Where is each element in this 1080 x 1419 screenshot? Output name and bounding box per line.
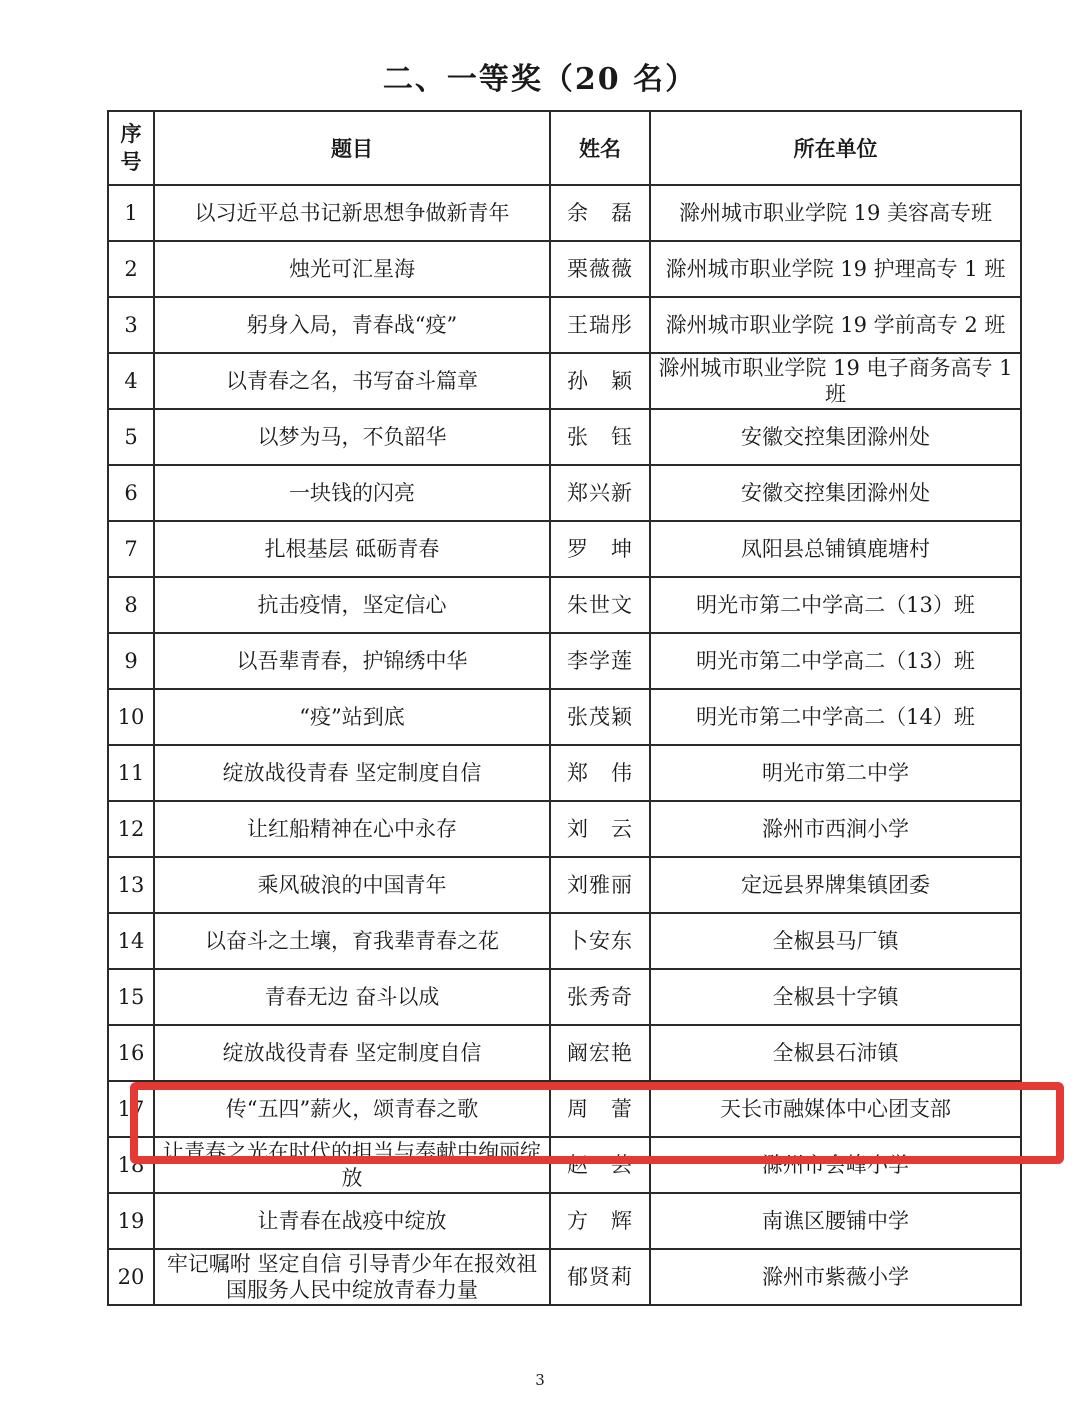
table-row	[108, 801, 1021, 857]
row-title: 青春无边 奋斗以成	[154, 969, 550, 1025]
row-name: 卜安东	[550, 913, 650, 969]
table-row	[108, 913, 1021, 969]
row-no: 17	[108, 1081, 154, 1137]
row-unit: 全椒县石沛镇	[650, 1025, 1021, 1081]
table-row	[108, 745, 1021, 801]
page-number: 3	[535, 1371, 545, 1389]
row-unit: 滁州城市职业学院 19 学前高专 2 班	[650, 297, 1021, 353]
row-unit: 安徽交控集团滁州处	[650, 465, 1021, 521]
row-name: 周 蕾	[550, 1081, 650, 1137]
row-title: 以吾辈青春，护锦绣中华	[154, 633, 550, 689]
row-name: 张茂颖	[550, 689, 650, 745]
row-title: 牢记嘱咐 坚定自信 引导青少年在报效祖国服务人民中绽放青春力量	[154, 1249, 550, 1305]
row-no: 3	[108, 297, 154, 353]
row-name: 刘雅丽	[550, 857, 650, 913]
row-unit: 明光市第二中学高二（14）班	[650, 689, 1021, 745]
row-name: 郑兴新	[550, 465, 650, 521]
table-row	[108, 465, 1021, 521]
row-name: 郁贤莉	[550, 1249, 650, 1305]
table-row	[108, 297, 1021, 353]
row-no: 9	[108, 633, 154, 689]
row-no: 12	[108, 801, 154, 857]
table-row	[108, 689, 1021, 745]
row-unit: 安徽交控集团滁州处	[650, 409, 1021, 465]
row-title: 绽放战役青春 坚定制度自信	[154, 1025, 550, 1081]
table-row	[108, 577, 1021, 633]
row-name: 孙 颖	[550, 353, 650, 409]
row-title: 让青春之光在时代的担当与奉献中绚丽绽放	[154, 1137, 550, 1193]
row-name: 张 钰	[550, 409, 650, 465]
row-no: 11	[108, 745, 154, 801]
row-name: 赵 芸	[550, 1137, 650, 1193]
header-name: 姓名	[550, 111, 650, 185]
row-unit: 全椒县马厂镇	[650, 913, 1021, 969]
row-unit: 滁州市紫薇小学	[650, 1249, 1021, 1305]
row-name: 张秀奇	[550, 969, 650, 1025]
row-title: 抗击疫情，坚定信心	[154, 577, 550, 633]
row-no: 8	[108, 577, 154, 633]
row-unit: 滁州市西涧小学	[650, 801, 1021, 857]
table-row	[108, 1193, 1021, 1249]
table-row	[108, 353, 1021, 409]
table-row	[108, 409, 1021, 465]
row-name: 罗 坤	[550, 521, 650, 577]
table-row-highlighted	[108, 1081, 1021, 1137]
row-title: 扎根基层 砥砺青春	[154, 521, 550, 577]
table-row	[108, 185, 1021, 241]
row-no: 13	[108, 857, 154, 913]
table-row	[108, 857, 1021, 913]
row-title: 以青春之名，书写奋斗篇章	[154, 353, 550, 409]
row-no: 14	[108, 913, 154, 969]
row-name: 刘 云	[550, 801, 650, 857]
table-row	[108, 1249, 1021, 1305]
table-row	[108, 1137, 1021, 1193]
row-title: 躬身入局，青春战“疫”	[154, 297, 550, 353]
row-name: 朱世文	[550, 577, 650, 633]
page-title: 二、一等奖（20 名）	[382, 62, 698, 97]
row-unit: 南谯区腰铺中学	[650, 1193, 1021, 1249]
header-title: 题目	[154, 111, 550, 185]
table-row	[108, 241, 1021, 297]
row-unit: 明光市第二中学	[650, 745, 1021, 801]
row-title: 让红船精神在心中永存	[154, 801, 550, 857]
row-no: 19	[108, 1193, 154, 1249]
row-title: 一块钱的闪亮	[154, 465, 550, 521]
row-unit: 滁州城市职业学院 19 美容高专班	[650, 185, 1021, 241]
header-no-line2: 号	[120, 149, 142, 174]
row-name: 栗薇薇	[550, 241, 650, 297]
award-table	[107, 110, 1022, 1306]
row-unit: 明光市第二中学高二（13）班	[650, 633, 1021, 689]
row-no: 18	[108, 1137, 154, 1193]
header-no	[108, 111, 154, 185]
row-no: 6	[108, 465, 154, 521]
row-name: 余 磊	[550, 185, 650, 241]
row-title: 烛光可汇星海	[154, 241, 550, 297]
row-name: 方 辉	[550, 1193, 650, 1249]
row-no: 2	[108, 241, 154, 297]
row-no: 1	[108, 185, 154, 241]
table-row	[108, 969, 1021, 1025]
row-unit: 定远县界牌集镇团委	[650, 857, 1021, 913]
row-no: 7	[108, 521, 154, 577]
table-row	[108, 521, 1021, 577]
row-unit: 全椒县十字镇	[650, 969, 1021, 1025]
row-unit: 滁州城市职业学院 19 电子商务高专 1 班	[650, 353, 1021, 409]
row-name: 郑 伟	[550, 745, 650, 801]
row-unit: 明光市第二中学高二（13）班	[650, 577, 1021, 633]
row-name: 王瑞彤	[550, 297, 650, 353]
row-unit: 滁州市会峰小学	[650, 1137, 1021, 1193]
table-row	[108, 633, 1021, 689]
row-title: 绽放战役青春 坚定制度自信	[154, 745, 550, 801]
row-no: 20	[108, 1249, 154, 1305]
row-no: 5	[108, 409, 154, 465]
row-unit: 滁州城市职业学院 19 护理高专 1 班	[650, 241, 1021, 297]
header-unit: 所在单位	[650, 111, 1021, 185]
row-no: 10	[108, 689, 154, 745]
row-title: 以习近平总书记新思想争做新青年	[154, 185, 550, 241]
row-title: 传“五四”薪火，颂青春之歌	[154, 1081, 550, 1137]
row-unit: 凤阳县总铺镇鹿塘村	[650, 521, 1021, 577]
row-no: 16	[108, 1025, 154, 1081]
header-no-line1: 序	[120, 121, 142, 146]
row-title: 乘风破浪的中国青年	[154, 857, 550, 913]
row-title: 让青春在战疫中绽放	[154, 1193, 550, 1249]
row-title: 以奋斗之土壤，育我辈青春之花	[154, 913, 550, 969]
row-unit: 天长市融媒体中心团支部	[650, 1081, 1021, 1137]
row-title: “疫”站到底	[154, 689, 550, 745]
table-row	[108, 1025, 1021, 1081]
row-name: 李学莲	[550, 633, 650, 689]
row-no: 15	[108, 969, 154, 1025]
row-name: 阚宏艳	[550, 1025, 650, 1081]
row-no: 4	[108, 353, 154, 409]
row-title: 以梦为马，不负韶华	[154, 409, 550, 465]
table-header-row	[108, 111, 1021, 185]
